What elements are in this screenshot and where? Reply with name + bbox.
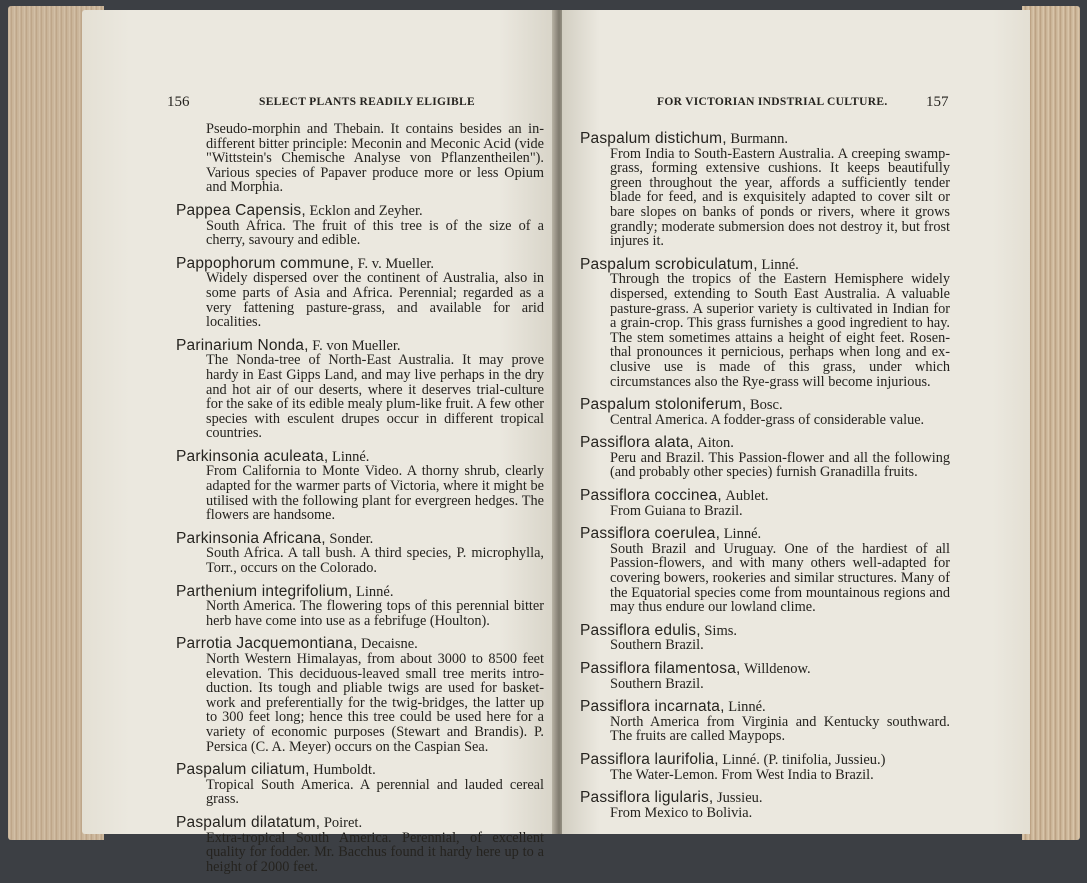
right-page-edges: [1022, 6, 1080, 840]
entry: [580, 525, 950, 616]
species-author: Linné.: [761, 256, 799, 273]
entry-text: Southern Brazil.: [610, 637, 704, 654]
species-name: Parinarium Nonda,: [176, 336, 309, 354]
species-author: Bosc.: [749, 397, 783, 414]
entry-text: Tropical South America. A perennial and lauded cereal grass.: [206, 776, 544, 808]
entry-text: North America. The flowering tops of this perennial bitter herb have come into use as a febrifuge (Houlton).: [206, 598, 544, 629]
entry: [580, 660, 950, 692]
entry: [176, 582, 544, 629]
species-author: Aiton.: [697, 435, 734, 452]
entry-text: From Guiana to Brazil.: [610, 502, 743, 519]
species-name: Passiflora ligularis,: [580, 789, 714, 807]
species-author: Linné.: [723, 526, 762, 543]
species-name: Paspalum scrobiculatum,: [580, 255, 758, 273]
entry: [176, 447, 544, 524]
species-author: Linné.: [331, 448, 370, 465]
entry-text: From India to South-Eastern Australia. A creeping swamp-grass, forming extensive cushions. It keeps beautifully green throughout the year, affords a sufficiently tender blade for feed, and is exquisitely adapted to cover silt or bare slopes on banks of ponds or rivers, where it grows grandly; moderate submersion does not destroy it, but frost injures it.: [610, 145, 950, 250]
left-body: [176, 121, 544, 883]
entry-text: The Nonda-tree of North-East Australia. It may prove hardy in East Gipps Land, and may live perhaps in the dry and hot air of our deserts, where it deserves trial-culture for the sake of its edible mealy plum-like fruit. A few other species with esculent drupes occur in different tropical countries.: [206, 352, 544, 442]
species-name: Passiflora coerulea,: [580, 525, 721, 543]
entry-text: From California to Monte Video. A thorny shrub, clearly adapted for the warmer parts of Victoria, where it might be utilised with the following plant for evergreen hedges. The flowers are handsome.: [206, 463, 544, 524]
continuation-text: Pseudo-morphin and Thebain. It contains besides an in-different bitter principle: Meconin and Meconic Acid (vide "Wittstein's Chemische Analyse von Pflanzentheilen"). Various species of Papaver produce more or less Opium and Morphia.: [206, 121, 544, 196]
species-name: Paspalum dilatatum,: [176, 813, 321, 831]
species-name: Passiflora edulis,: [580, 621, 701, 639]
species-author: F. von Mueller.: [312, 337, 401, 354]
species-author: Humboldt.: [313, 762, 376, 779]
entry-text: South Africa. The fruit of this tree is of the size of a cherry, savoury and edible.: [206, 217, 544, 249]
entry: [176, 254, 544, 331]
species-name: Passiflora laurifolia,: [580, 750, 719, 768]
species-name: Passiflora alata,: [580, 434, 694, 452]
entry: [580, 130, 950, 250]
entry-text: Through the tropics of the Eastern Hemisphere widely dispersed, extending to South East Australia. A valuable pasture-grass. A superior variety is cultivated in Indian for a grain-crop. This grass furnishes a good ingredient to hay. The stem sometimes attains a height of eight feet. Rosen-thal pronounces it pernicious, perhaps when long and ex-clusive use is made of this grass, under which circumstances also the Rye-grass will become injurious.: [610, 271, 950, 390]
species-name: Passiflora coccinea,: [580, 487, 722, 505]
species-author: F. v. Mueller.: [357, 255, 435, 272]
running-head: FOR VICTORIAN INDSTRIAL CULTURE.: [657, 96, 888, 108]
entry: [580, 698, 950, 745]
entry: [176, 529, 544, 577]
species-author: Linné. (P. tinifolia, Jussieu.): [722, 751, 886, 768]
entry: [176, 635, 544, 755]
species-name: Pappophorum commune,: [176, 254, 355, 272]
species-name: Parkinsonia aculeata,: [176, 447, 329, 465]
entry: [580, 789, 950, 821]
left-page: [82, 10, 556, 875]
entry-text: North Western Himalayas, from about 3000 to 8500 feet elevation. This deciduous-leaved small tree merits intro-duction. Its tough and pliable twigs are used for basket-work and preferentially for the twig-bridges, the latter up to 300 feet long; hence this tree could be used here for a variety of economic purposes (Stewart and Brandis). P. Persica (C. A. Meyer) occurs on the Caspian Sea.: [206, 651, 544, 755]
species-author: Linné.: [728, 699, 766, 716]
open-book: [6, 4, 1082, 875]
entry-text: Widely dispersed over the continent of Australia, also in some parts of Asia and Africa. Perennial; regarded as a very fattening pasture-grass, and available for arid localities.: [206, 270, 544, 331]
species-name: Passiflora filamentosa,: [580, 660, 741, 677]
species-name: Paspalum distichum,: [580, 130, 727, 147]
entry: [580, 396, 950, 428]
entry: [580, 434, 950, 481]
species-name: Pappea Capensis,: [176, 201, 306, 219]
right-body: [580, 130, 950, 829]
species-author: Aublet.: [725, 488, 769, 505]
entry: [176, 761, 544, 808]
entry: [580, 487, 950, 519]
species-author: Burmann.: [730, 131, 788, 147]
entry-text: Southern Brazil.: [610, 675, 704, 692]
entry-text: Extra-tropical South America. Perennial, of excellent quality for fodder. Mr. Bacchus found it hardy here up to a height of 2000 feet.: [206, 829, 544, 875]
entry: [580, 255, 950, 390]
species-author: Willdenow.: [744, 661, 811, 677]
entry: [580, 750, 950, 783]
species-name: Paspalum stoloniferum,: [580, 396, 747, 414]
entry: [176, 201, 544, 249]
entry-text: Peru and Brazil. This Passion-flower and all the following (and probably other species) furnish Granadilla fruits.: [610, 449, 950, 481]
entry: [580, 621, 950, 654]
right-page: [562, 10, 1030, 834]
species-author: Ecklon and Zeyher.: [309, 202, 423, 219]
species-name: Parthenium integrifolium,: [176, 582, 353, 600]
species-author: Sims.: [704, 622, 737, 639]
species-author: Jussieu.: [717, 790, 763, 807]
entry-text: South Africa. A tall bush. A third species, P. microphylla, Torr., occurs on the Colorado.: [206, 545, 544, 577]
page-number: 156: [167, 94, 190, 110]
species-name: Parrotia Jacquemontiana,: [176, 635, 358, 653]
page-number: 157: [926, 94, 949, 110]
entry: [176, 813, 544, 875]
entry-text: South Brazil and Uruguay. One of the hardiest of all Passion-flowers, and with many others well-adapted for covering bowers, rookeries and similar structures. Many of the Equatorial species come from mountainous regions and may thus endure our lowland clime.: [610, 540, 950, 616]
running-head: SELECT PLANTS READILY ELIGIBLE: [259, 96, 475, 108]
entry-text: North America from Virginia and Kentucky southward. The fruits are called Maypops.: [610, 713, 950, 745]
species-author: Decaisne.: [361, 636, 418, 653]
species-name: Paspalum ciliatum,: [176, 761, 310, 779]
entry-text: Central America. A fodder-grass of considerable value.: [610, 411, 925, 428]
entry-text: The Water-Lemon. From West India to Brazil.: [610, 766, 874, 783]
entry-text: From Mexico to Bolivia.: [610, 804, 753, 821]
species-author: Poiret.: [323, 814, 363, 831]
species-name: Parkinsonia Africana,: [176, 529, 326, 547]
entry: [176, 336, 544, 442]
species-author: Sonder.: [329, 530, 374, 547]
species-author: Linné.: [356, 583, 394, 600]
species-name: Passiflora incarnata,: [580, 698, 725, 716]
